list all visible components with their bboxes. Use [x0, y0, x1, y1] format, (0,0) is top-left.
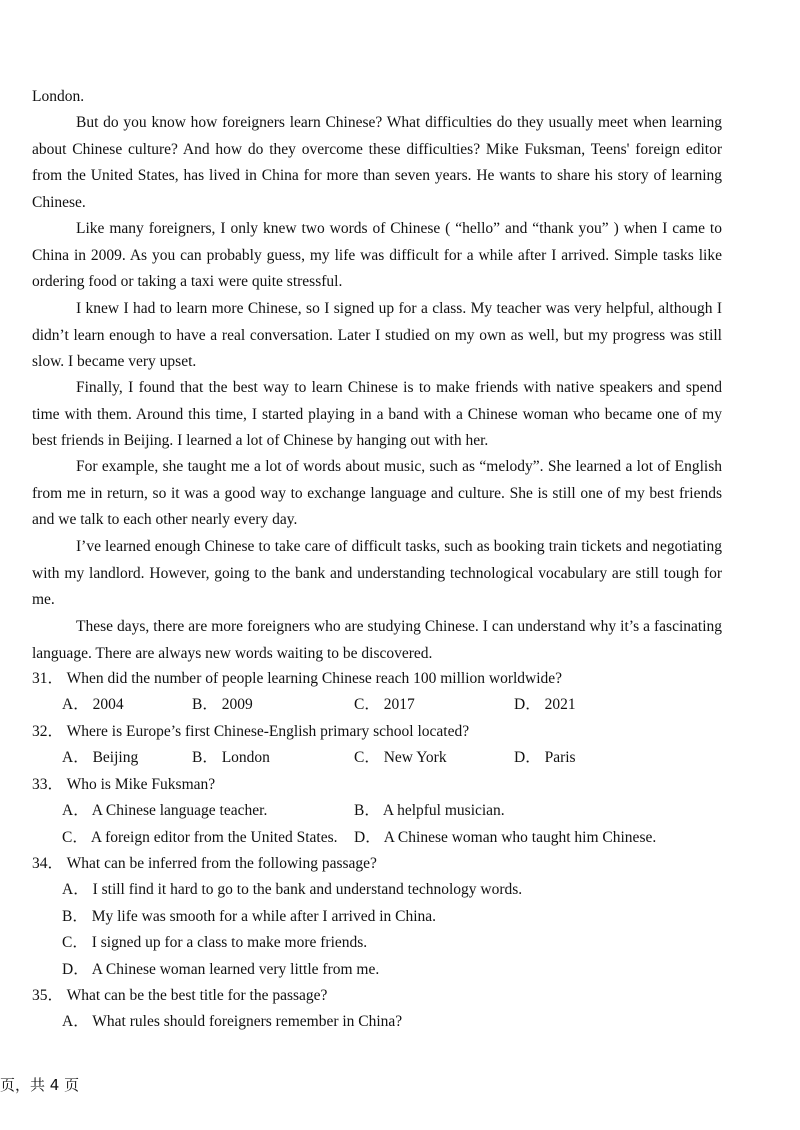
question-text: What can be the best title for the passage?: [66, 987, 328, 1004]
question-33: [32, 772, 752, 799]
question-33-options-row2: [62, 825, 762, 851]
option-c[interactable]: C． A foreign editor from the United States.: [62, 829, 338, 846]
passage-paragraph-arrival: Like many foreigners, I only knew two words of Chinese ( “hello” and “thank you” ) when I came to China in 2009. As you can probably guess, my life was difficult for a while after I arrived. Simple tasks like ordering food or taking a taxi were quite stressful.: [32, 220, 722, 290]
option-b[interactable]: B． London: [192, 749, 270, 766]
question-text: What can be inferred from the following passage?: [66, 855, 377, 872]
option-c[interactable]: C． I signed up for a class to make more friends.: [62, 934, 368, 951]
question-number: 32．: [32, 723, 64, 740]
option-a[interactable]: A． 2004: [62, 696, 124, 713]
question-number: 31．: [32, 670, 64, 687]
option-d[interactable]: D． A Chinese woman learned very little from me.: [62, 961, 380, 978]
option-d[interactable]: D． Paris: [514, 749, 576, 766]
option-d[interactable]: D． A Chinese woman who taught him Chinese.: [354, 829, 657, 846]
passage-paragraph-exchange: For example, she taught me a lot of words about music, such as “melody”. She learned a lot of English from me in return, so it was a good way to exchange language and culture. She is still one of my best friends and we talk to each other nearly every day.: [32, 458, 722, 528]
passage-paragraph-friends: Finally, I found that the best way to learn Chinese is to make friends with native speakers and spend time with them. Around this time, I started playing in a band with a Chinese woman who became one of my best friends in Beijing. I learned a lot of Chinese by hanging out with her.: [32, 379, 722, 449]
question-32-options: [62, 745, 762, 771]
passage-paragraph-conclusion: These days, there are more foreigners who are studying Chinese. I can understand why it’s a fascinating language. There are always new words waiting to be discovered.: [32, 618, 722, 662]
option-c[interactable]: C． 2017: [354, 696, 415, 713]
page-footer: 页，共 4 页: [0, 1076, 80, 1094]
question-31-options: [62, 692, 762, 718]
option-c[interactable]: C． New York: [354, 749, 447, 766]
question-number: 33．: [32, 776, 64, 793]
passage-fragment-london: London.: [32, 88, 85, 105]
question-32: [32, 719, 752, 746]
question-35: [32, 983, 752, 1010]
option-a[interactable]: A． Beijing: [62, 749, 139, 766]
question-number: 35．: [32, 987, 64, 1004]
passage-paragraph-intro: But do you know how foreigners learn Chinese? What difficulties do they usually meet when learning about Chinese culture? And how do they overcome these difficulties? Mike Fuksman, Teens' foreign editor from the United States, has lived in China for more than seven years. He wants to share his story of learning Chinese.: [32, 114, 722, 211]
passage-paragraph-class: I knew I had to learn more Chinese, so I signed up for a class. My teacher was very helpful, although I didn’t learn enough to have a real conversation. Later I studied on my own as well, but my progress was still slow. I became very upset.: [32, 300, 722, 370]
option-a[interactable]: A． I still find it hard to go to the bank and understand technology words.: [62, 881, 523, 898]
option-d[interactable]: D． 2021: [514, 696, 576, 713]
question-text: Who is Mike Fuksman?: [66, 776, 216, 793]
passage-paragraph-tasks: I’ve learned enough Chinese to take care of difficult tasks, such as booking train tickets and negotiating with my landlord. However, going to the bank and understanding technological vocabulary are still tough for me.: [32, 538, 722, 608]
option-b[interactable]: B． 2009: [192, 696, 253, 713]
option-a[interactable]: A． A Chinese language teacher.: [62, 802, 268, 819]
option-b[interactable]: B． My life was smooth for a while after I arrived in China.: [62, 908, 437, 925]
question-text: Where is Europe’s first Chinese-English primary school located?: [66, 723, 470, 740]
question-33-options-row1: [62, 798, 762, 824]
option-b[interactable]: B． A helpful musician.: [354, 802, 505, 819]
option-a[interactable]: A． What rules should foreigners remember in China?: [62, 1013, 403, 1030]
question-31: [32, 666, 752, 693]
question-number: 34．: [32, 855, 64, 872]
question-text: When did the number of people learning Chinese reach 100 million worldwide?: [66, 670, 563, 687]
question-34: [32, 851, 752, 878]
